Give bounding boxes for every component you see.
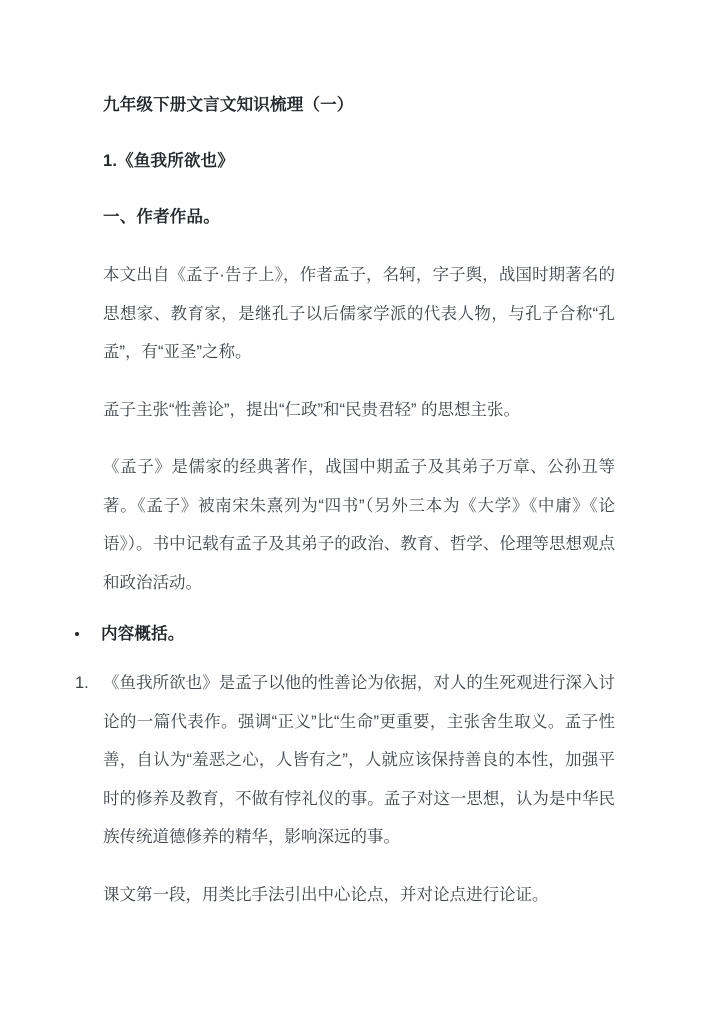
list-item-text: 《鱼我所欲也》是孟子以他的性善论为依据，对人的生死观进行深入讨论的一篇代表作。强调“正义”比“生命”更重要，主张舍生取义。孟子性善，自认为“羞恶之心，人皆有之”，人就应该保持善良的本性，加强平时的修养及教育，不做有悖礼仪的事。孟子对这一思想，认为是中华民族传统道德修养的精华，影响深远的事。 — [103, 674, 615, 846]
paragraph-author-intro: 本文出自《孟子·告子上》，作者孟子，名轲，字子舆，战国时期著名的思想家、教育家，是继孔子以后儒家学派的代表人物，与孔子合称“孔孟”，有“亚圣”之称。 — [103, 266, 615, 361]
list-item — [75, 664, 615, 914]
list-item-content-summary — [75, 621, 615, 647]
paragraph-book-intro: 《孟子》是儒家的经典著作，战国中期孟子及其弟子万章、公孙丑等著。《孟子》被南宋朱熹列为“四书”（另外三本为《大学》《中庸》《论语》）。书中记载有孟子及其弟子的政治、教育、哲学、伦理等思想观点和政治活动。 — [103, 458, 615, 592]
document-content — [75, 92, 615, 914]
list-item-sub-paragraph: 课文第一段，用类比手法引出中心论点，并对论点进行论证。 — [103, 885, 549, 904]
bullet-dot-icon — [75, 632, 79, 636]
list-item-number: 1. — [75, 674, 89, 692]
content-summary-numbered-list — [75, 664, 615, 914]
page-title: 九年级下册文言文知识梳理（一） — [103, 96, 354, 114]
paragraph-doctrine: 孟子主张“性善论”，提出“仁政”和“民贵君轻” 的思想主张。 — [103, 400, 521, 419]
content-summary-bullet-list — [103, 621, 615, 647]
subsection-heading-author-works: 一、作者作品。 — [103, 208, 220, 226]
section-heading-lesson-1: 1.《鱼我所欲也》 — [103, 152, 235, 170]
bullet-item-label: 内容概括。 — [101, 625, 185, 643]
